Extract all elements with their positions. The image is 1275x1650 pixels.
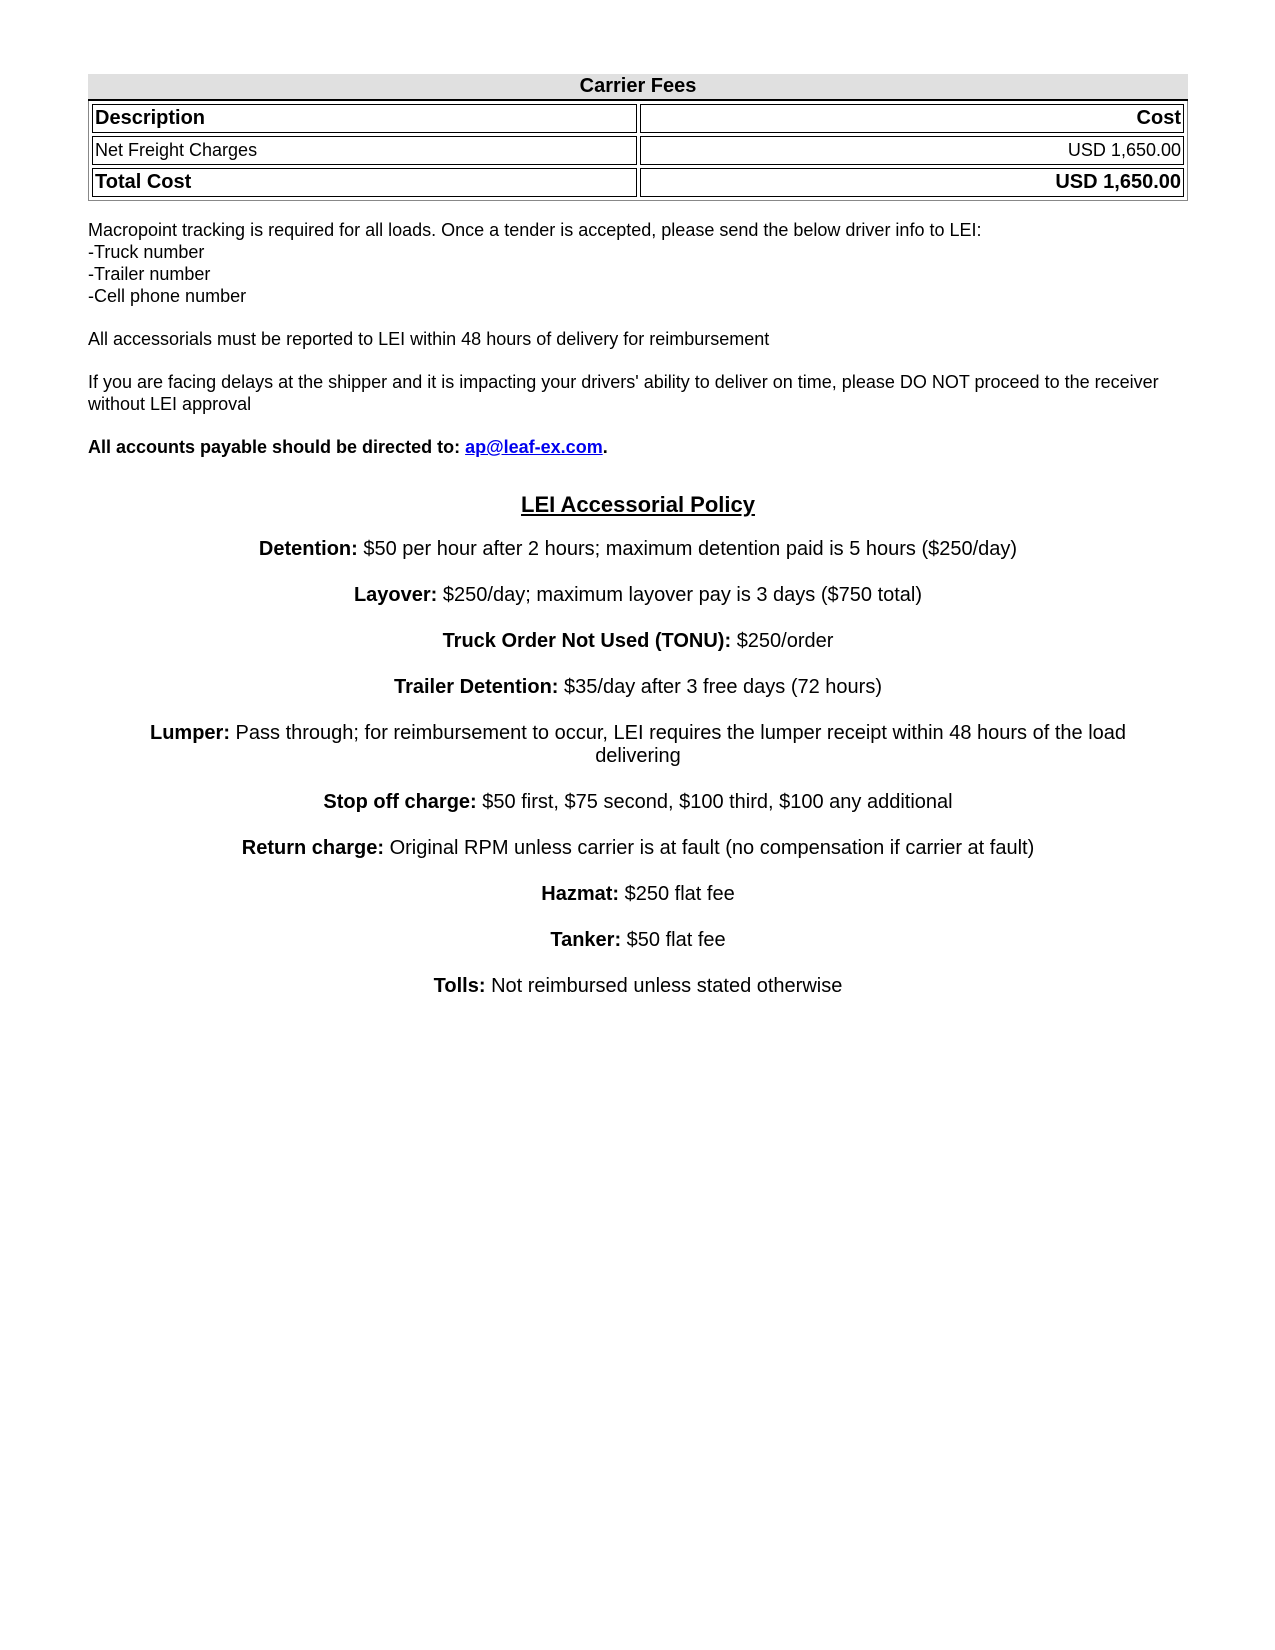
row-cost: USD 1,650.00 [640, 136, 1185, 165]
policy-label: Layover: [353, 584, 438, 606]
tracking-note [88, 219, 1188, 307]
table-header-row [92, 104, 1184, 133]
policy-item-detention [88, 538, 1188, 561]
table-total-row [92, 168, 1184, 197]
accounts-payable-note [88, 436, 1188, 458]
table-row [92, 136, 1184, 165]
header-description: Description [92, 104, 637, 133]
carrier-fees-title: Carrier Fees [88, 74, 1188, 101]
policy-text: Not reimbursed unless stated otherwise [491, 975, 843, 997]
policy-label: Trailer Detention: [393, 676, 559, 698]
tracking-item-truck: -Truck number [88, 242, 205, 262]
total-cost: USD 1,650.00 [640, 168, 1185, 197]
header-cost: Cost [640, 104, 1185, 133]
tracking-item-trailer: -Trailer number [88, 264, 211, 284]
policy-label: Tolls: [433, 975, 486, 997]
carrier-fees-table [88, 101, 1188, 201]
policy-text: Pass through; for reimbursement to occur, LEI requires the lumper receipt within 48 hours of the load delivering [235, 722, 1127, 767]
ap-label: All accounts payable should be directed to: [88, 437, 461, 457]
policy-item-lumper [88, 722, 1188, 768]
policy-title: LEI Accessorial Policy [521, 492, 755, 517]
accessorial-policy [88, 492, 1188, 998]
total-label: Total Cost [92, 168, 637, 197]
ap-email-link[interactable]: ap@leaf-ex.com [465, 437, 603, 457]
accessorials-note: All accessorials must be reported to LEI within 48 hours of delivery for reimbursement [88, 329, 770, 349]
policy-text: $50 first, $75 second, $100 third, $100 any additional [482, 791, 953, 813]
policy-label: Lumper: [149, 722, 230, 744]
policy-text: $250 flat fee [624, 883, 735, 905]
policy-text: Original RPM unless carrier is at fault (no compensation if carrier at fault) [389, 837, 1035, 859]
policy-item-return [88, 837, 1188, 860]
policy-label: Tanker: [550, 929, 622, 951]
policy-text: $35/day after 3 free days (72 hours) [564, 676, 882, 698]
policy-text: $50 per hour after 2 hours; maximum detention paid is 5 hours ($250/day) [363, 538, 1018, 560]
policy-label: Detention: [258, 538, 358, 560]
policy-item-tanker [88, 929, 1188, 952]
policy-text: $50 flat fee [626, 929, 726, 951]
policy-text: $250/order [736, 630, 834, 652]
document-page [88, 74, 1188, 1021]
tracking-item-cell: -Cell phone number [88, 286, 247, 306]
policy-label: Hazmat: [541, 883, 620, 905]
policy-item-trailer-detention [88, 676, 1188, 699]
policy-label: Return charge: [241, 837, 384, 859]
policy-item-layover [88, 584, 1188, 607]
tracking-text: Macropoint tracking is required for all loads. Once a tender is accepted, please send the below driver info to LEI: [88, 220, 982, 240]
carrier-notes [88, 219, 1188, 458]
policy-item-tolls [88, 975, 1188, 998]
policy-item-hazmat [88, 883, 1188, 906]
row-description: Net Freight Charges [92, 136, 637, 165]
policy-item-tonu [88, 630, 1188, 653]
delays-note: If you are facing delays at the shipper and it is impacting your drivers' ability to deliver on time, please DO NOT proceed to the receiver without LEI approval [88, 372, 1159, 414]
policy-item-stop-off [88, 791, 1188, 814]
ap-period: . [602, 437, 608, 457]
policy-text: $250/day; maximum layover pay is 3 days ($750 total) [442, 584, 923, 606]
policy-label: Truck Order Not Used (TONU): [442, 630, 732, 652]
policy-label: Stop off charge: [323, 791, 477, 813]
